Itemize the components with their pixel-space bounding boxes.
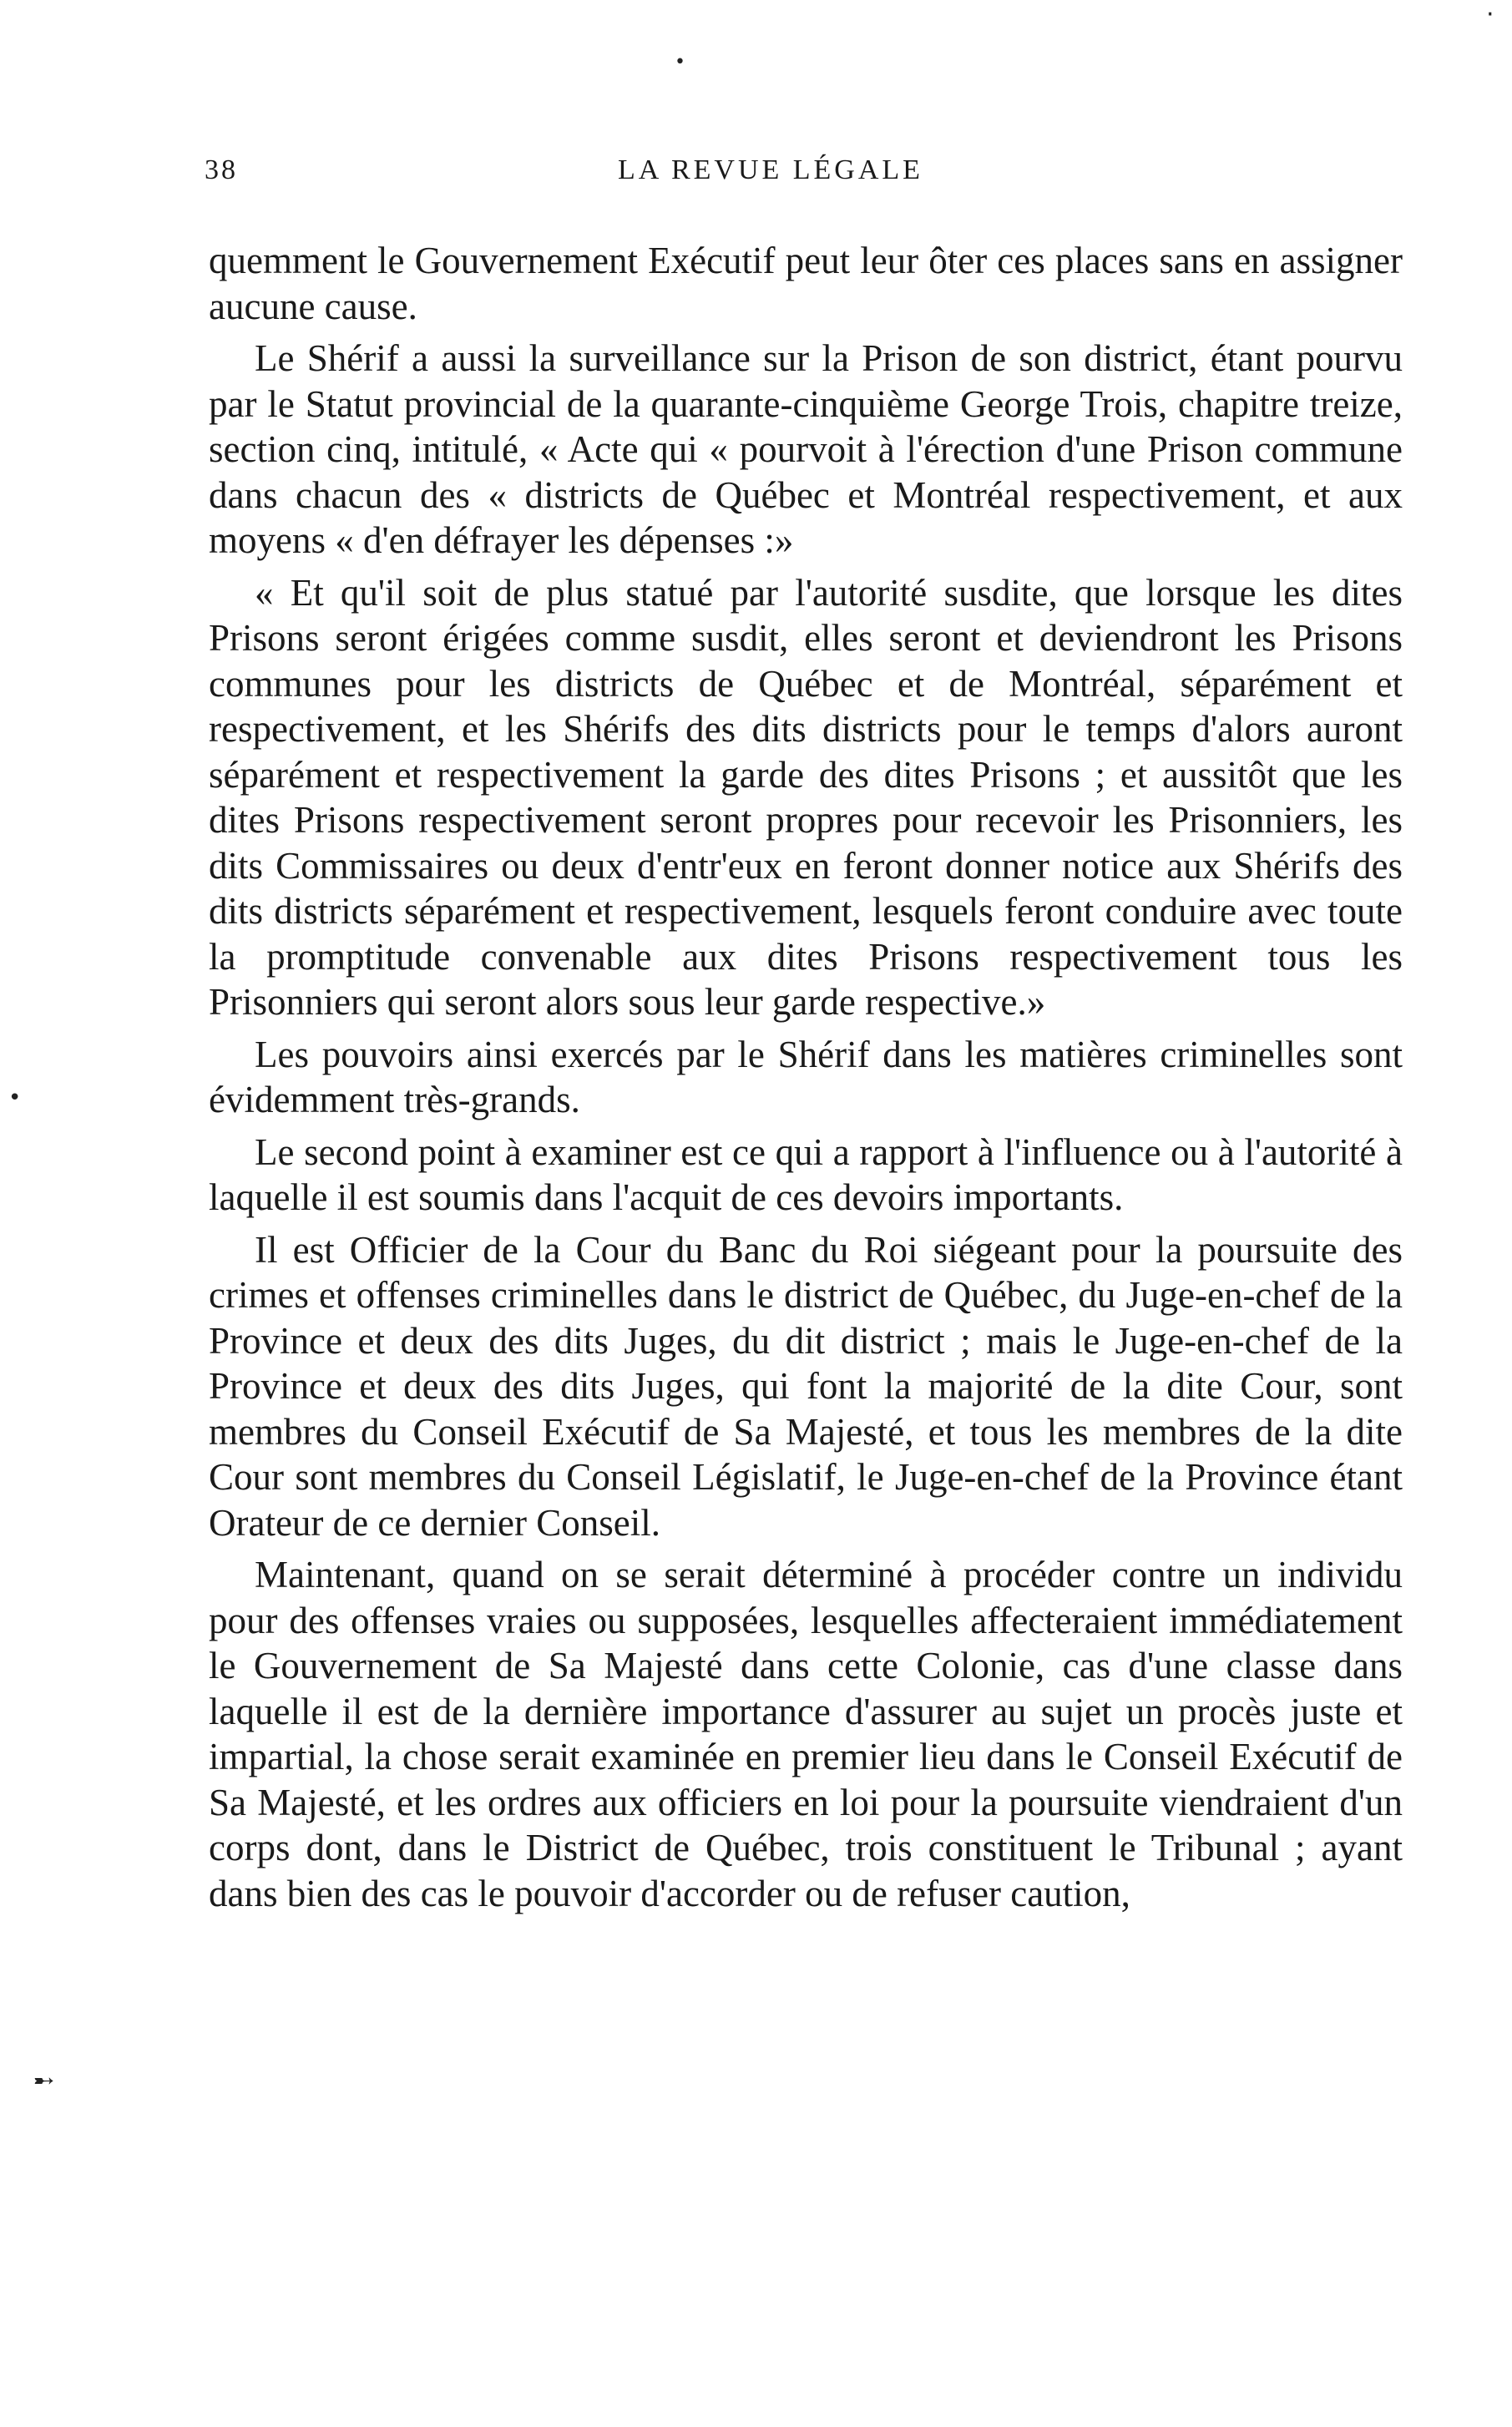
ink-speck: · <box>1486 0 1494 29</box>
paragraph-1: quemment le Gouvernement Exécutif peut leur ôter ces places sans en assigner aucune cause. <box>209 240 1403 327</box>
body-text <box>209 238 1403 1923</box>
paragraph-5: Le second point à examiner est ce qui a rapport à l'influence ou à l'autorité à laquelle il est soumis dans l'acquit de ces devoirs importants. <box>209 1130 1403 1218</box>
paragraph-2: Le Shérif a aussi la surveillance sur la Prison de son district, étant pourvu par le Statut provincial de la quarante-cinquième George Trois, chapitre treize, section cinq, intitulé, « Acte qui « pourvoit à l'érection d'une Prison commune dans chacun des « districts de Québec et Montréal respectivement, et aux moyens « d'en défrayer les dépenses :» <box>209 337 1403 561</box>
paragraph-7: Maintenant, quand on se serait déterminé à procéder contre un individu pour des offenses vraies ou supposées, lesquelles affecteraient immédiatement le Gouvernement de Sa Majesté dans cette Colonie, cas d'une classe dans laquelle il est de la dernière importance d'assurer au sujet un procès juste et impartial, la chose serait examinée en premier lieu dans le Conseil Exécutif de Sa Majesté, et les ordres aux officiers en loi pour la poursuite viendraient d'un corps dont, dans le District de Québec, trois constituent le Tribunal ; ayant dans bien des cas le pouvoir d'accorder ou de refuser caution, <box>209 1554 1403 1914</box>
ink-speck: • <box>675 52 685 73</box>
page-header <box>205 154 1390 205</box>
running-title: LA REVUE LÉGALE <box>618 154 923 185</box>
paragraph-4: Les pouvoirs ainsi exercés par le Shérif dans les matières criminelles sont évidemment très-grands. <box>209 1033 1403 1120</box>
ink-speck: • <box>8 1085 22 1110</box>
ink-speck: ➸ <box>33 2066 55 2096</box>
page-number: 38 <box>205 154 238 185</box>
quoted-statute-paragraph: « Et qu'il soit de plus statué par l'autorité susdite, que lorsque les dites Prisons seront érigées comme susdit, elles seront et deviendront les Prisons communes pour les districts de Québec et de Montréal, séparément et respectivement, et les Shérifs des dits districts pour le temps d'alors auront séparément et respectivement la garde des dites Prisons ; et aussitôt que les dites Prisons respectivement seront propres pour recevoir les Prisonniers, les dits Commissaires ou deux d'entr'eux en feront donner notice aux Shérifs des dits districts séparément et respectivement, lesquels feront conduire avec toute la promptitude convenable aux dites Prisons respectivement tous les Prisonniers qui seront alors sous leur garde respective.» <box>209 571 1403 1023</box>
paragraph-6: Il est Officier de la Cour du Banc du Roi siégeant pour la poursuite des crimes et offenses criminelles dans le district de Québec, du Juge-en-chef de la Province et deux des dits Juges, du dit district ; mais le Juge-en-chef de la Province et deux des dits Juges, qui font la majorité de la dite Cour, sont membres du Conseil Exécutif de Sa Majesté, et tous les membres de la dite Cour sont membres du Conseil Législatif, le Juge-en-chef de la Province étant Orateur de ce dernier Conseil. <box>209 1228 1403 1544</box>
